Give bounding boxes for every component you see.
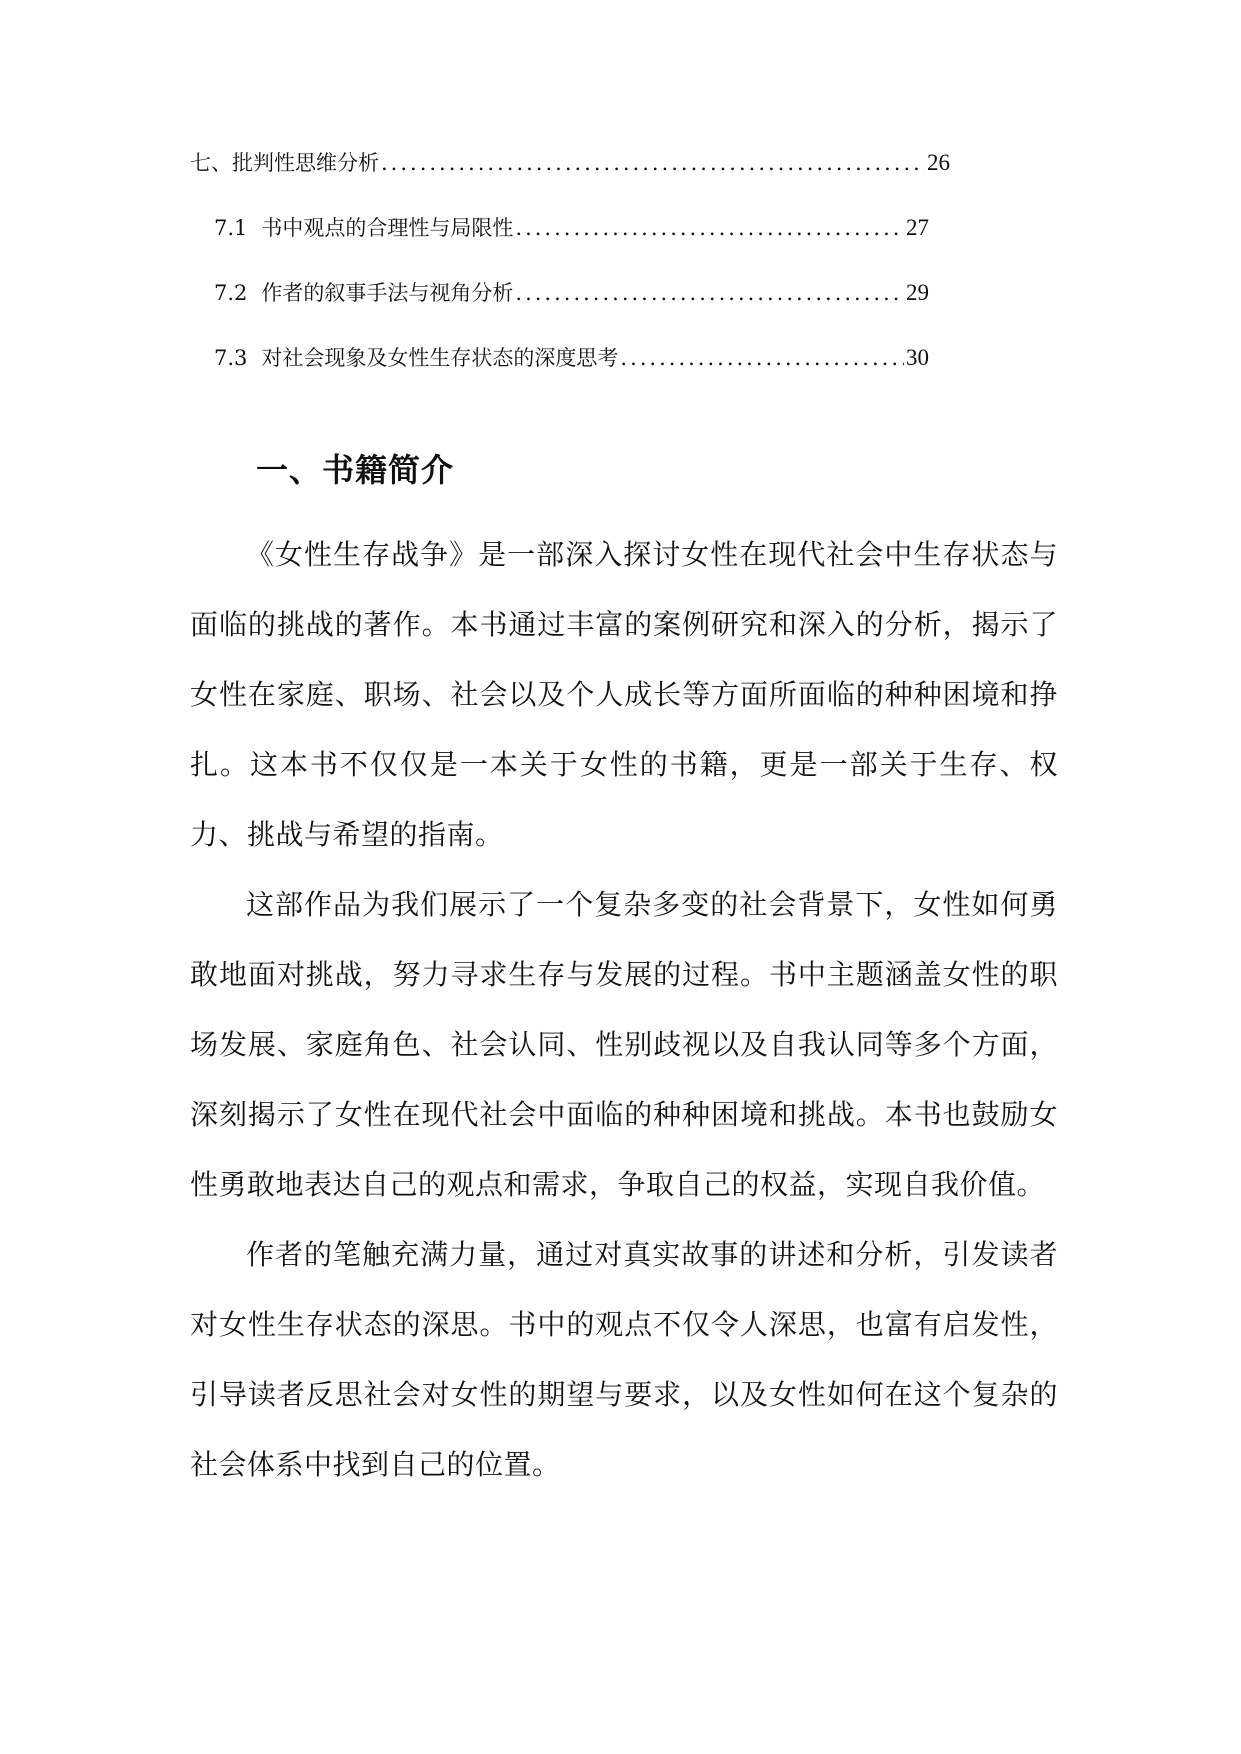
- toc-entry-title: 对社会现象及女性生存状态的深度思考: [261, 346, 619, 370]
- toc-entry[interactable]: [190, 278, 929, 343]
- table-of-contents: [190, 148, 950, 408]
- toc-entry-number: 7.3: [214, 346, 248, 370]
- toc-page-number: 26: [927, 150, 950, 175]
- section-heading: 一、书籍简介: [256, 451, 455, 489]
- body-paragraph: 《女性生存战争》是一部深入探讨女性在现代社会中生存状态与面临的挑战的著作。本书通过丰富的案例研究和深入的分析，揭示了女性在家庭、职场、社会以及个人成长等方面所面临的种种困境和挣扎。这本书不仅仅是一本关于女性的书籍，更是一部关于生存、权力、挑战与希望的指南。: [190, 538, 1058, 851]
- body-paragraph: 作者的笔触充满力量，通过对真实故事的讲述和分析，引发读者对女性生存状态的深思。书中的观点不仅令人深思，也富有启发性，引导读者反思社会对女性的期望与要求，以及女性如何在这个复杂的社会体系中找到自己的位置。: [190, 1238, 1058, 1481]
- body-paragraph: 这部作品为我们展示了一个复杂多变的社会背景下，女性如何勇敢地面对挑战，努力寻求生存与发展的过程。书中主题涵盖女性的职场发展、家庭角色、社会认同、性别歧视以及自我认同等多个方面，深刻揭示了女性在现代社会中面临的种种困境和挑战。本书也鼓励女性勇敢地表达自己的观点和需求，争取自己的权益，实现自我价值。: [190, 888, 1058, 1201]
- toc-entry-title: 书中观点的合理性与局限性: [261, 216, 514, 240]
- toc-entry-title: 七、批判性思维分析: [190, 151, 379, 175]
- toc-leader-dots: [515, 213, 904, 243]
- toc-entry[interactable]: [190, 213, 929, 278]
- toc-leader-dots: [381, 148, 925, 178]
- toc-leader-dots: [515, 278, 904, 308]
- toc-entry[interactable]: [190, 343, 929, 408]
- toc-page-number: 30: [906, 345, 929, 370]
- toc-entry[interactable]: [190, 148, 950, 213]
- toc-entry-number: 7.2: [214, 281, 248, 305]
- toc-entry-title: 作者的叙事手法与视角分析: [261, 281, 514, 305]
- toc-page-number: 29: [906, 280, 929, 305]
- toc-entry-number: 7.1: [214, 216, 248, 240]
- toc-page-number: 27: [906, 215, 929, 240]
- toc-leader-dots: [620, 343, 904, 373]
- section-body: [190, 520, 1058, 1500]
